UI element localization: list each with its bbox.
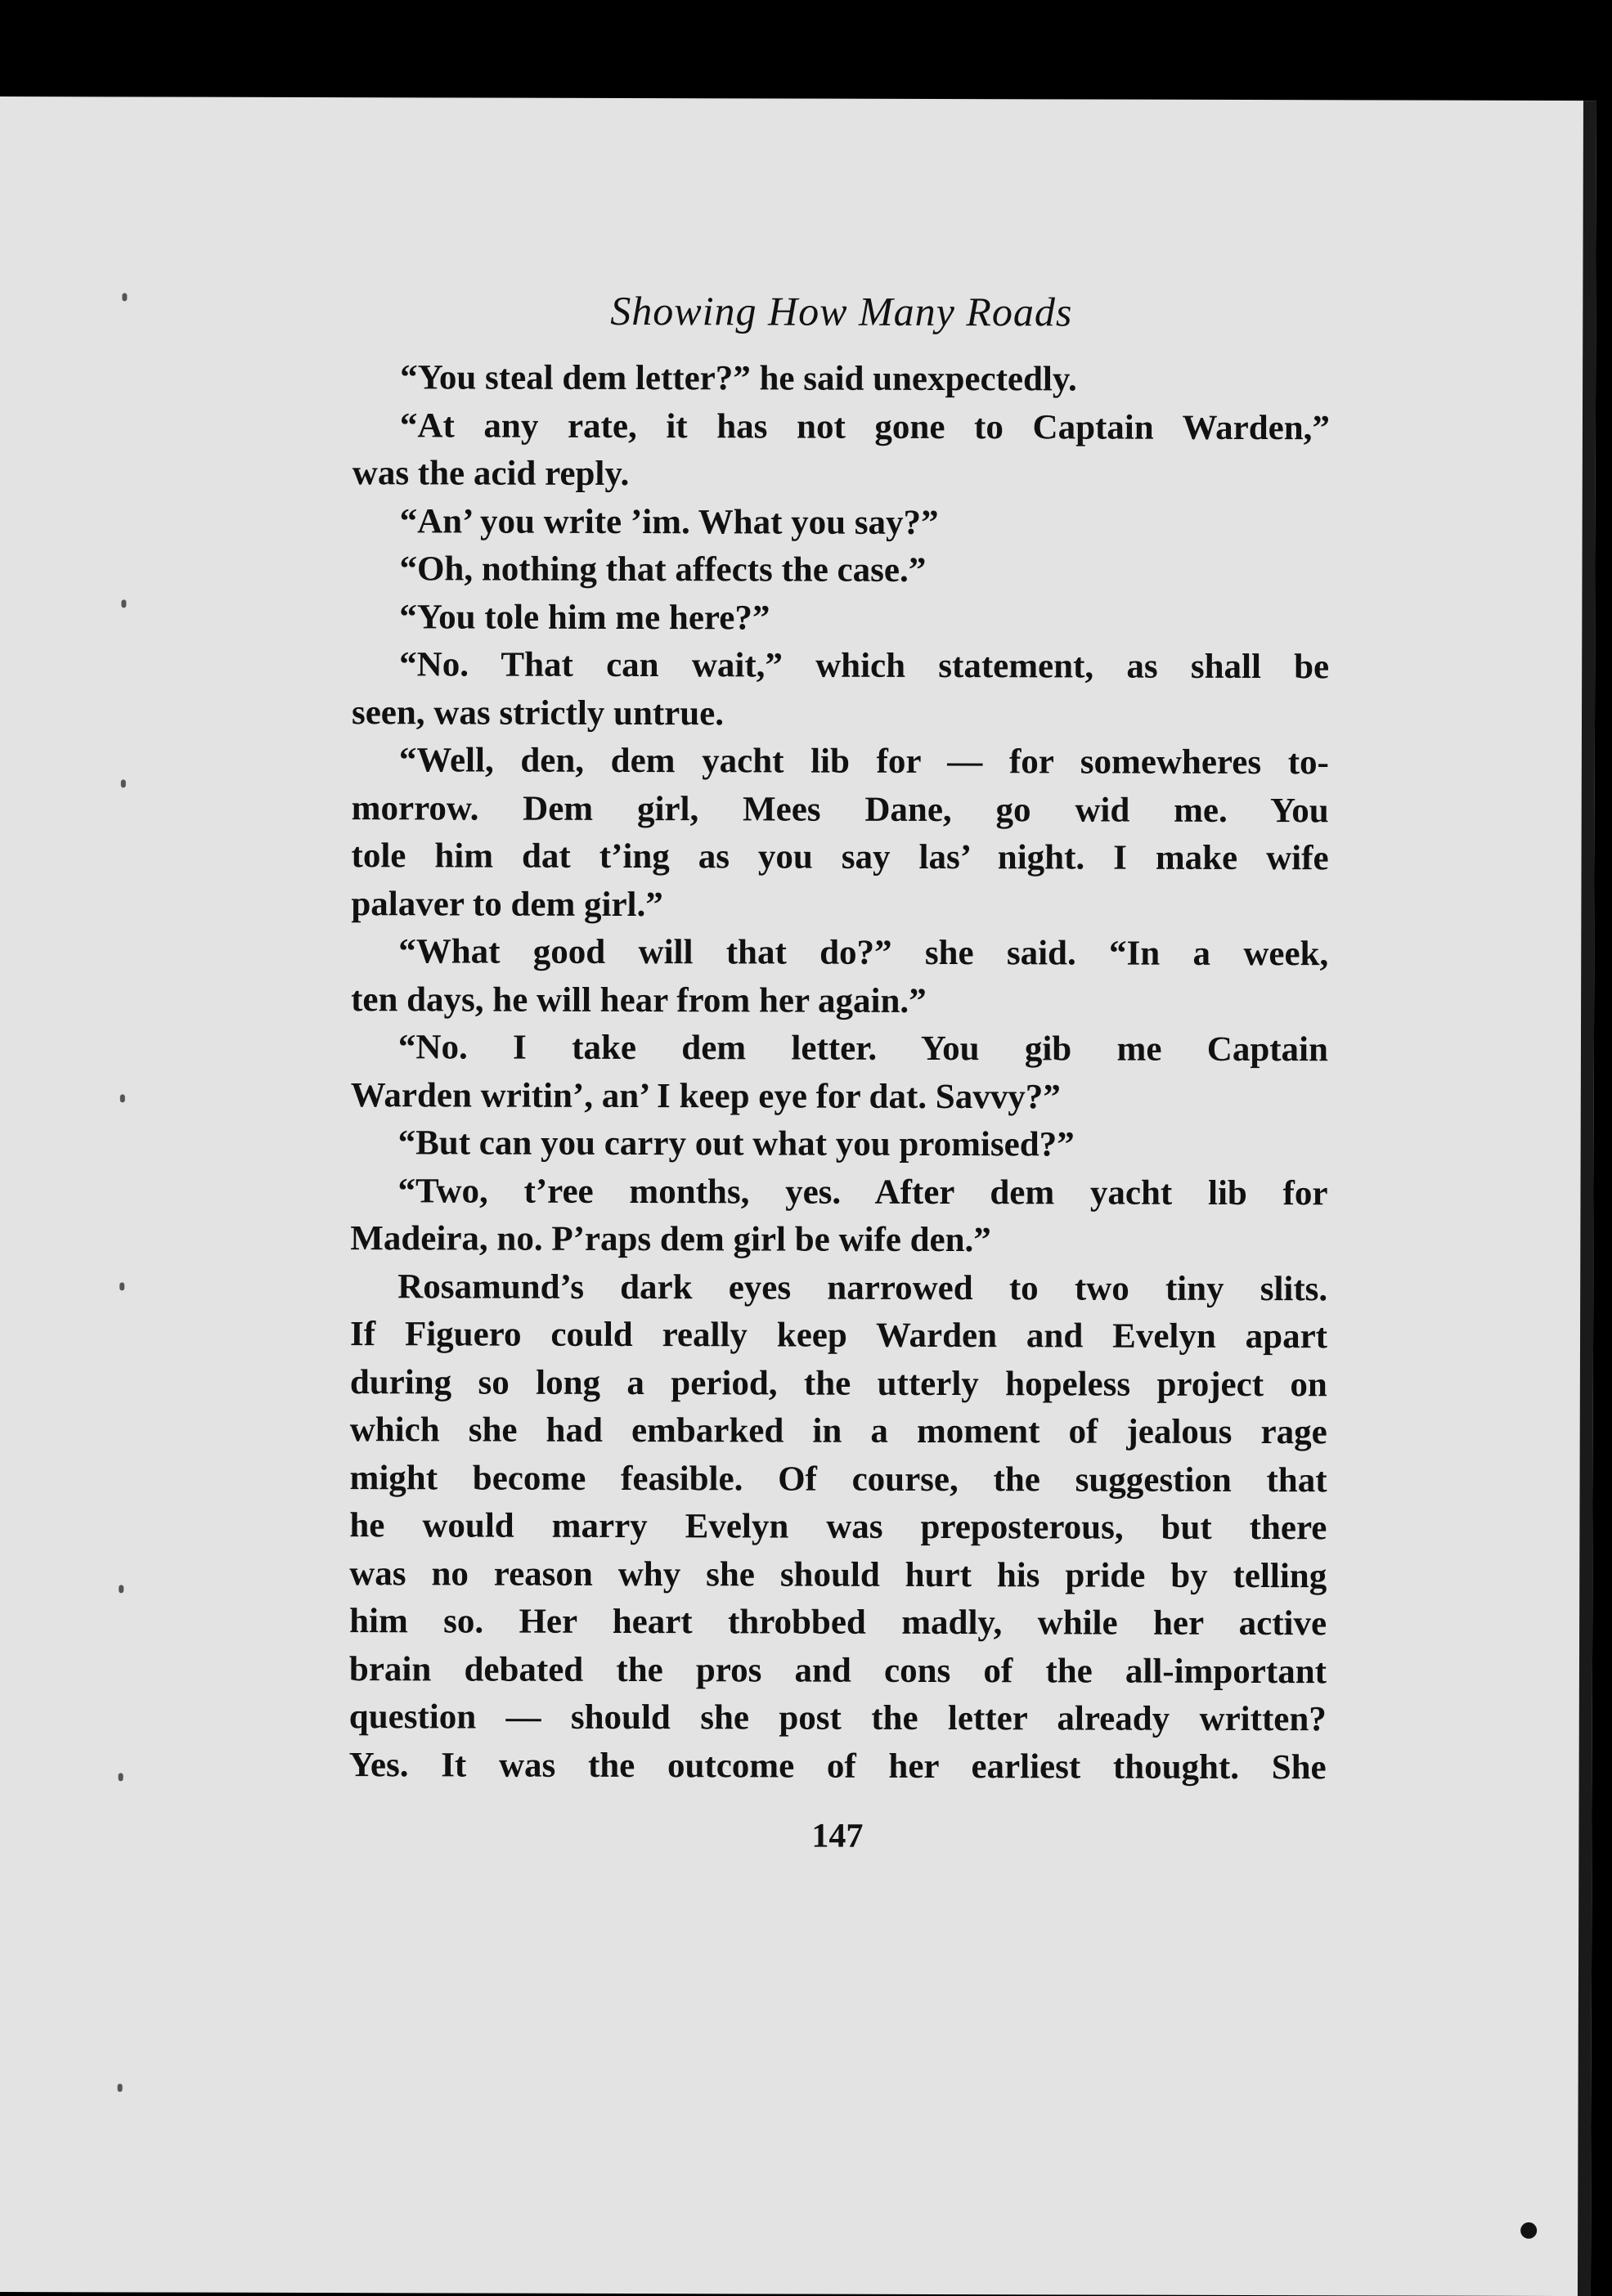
- text-line: “You steal dem letter?” he said unexpectedly.: [400, 358, 1077, 399]
- text-line: Rosamund’s dark eyes narrowed to two tiny slits.: [397, 1267, 1328, 1308]
- text-line: question — should she post the letter already written?: [348, 1697, 1327, 1739]
- text-line: morrow. Dem girl, Mees Dane, go wid me. You: [351, 788, 1329, 830]
- text-line: “At any rate, it has not gone to Captain Warden,”: [399, 406, 1331, 447]
- text-line: “No. I take dem letter. You gib me Captain: [397, 1028, 1329, 1070]
- text-line: “Well, den, dem yacht lib for — for somewheres to-: [398, 741, 1329, 783]
- text-line: ten days, he will hear from her again.”: [351, 980, 927, 1020]
- text-line: “Oh, nothing that affects the case.”: [399, 549, 927, 590]
- text-line: he would marry Evelyn was preposterous, but there: [349, 1506, 1327, 1548]
- text-line: which she had embarked in a moment of jealous rage: [349, 1410, 1327, 1452]
- binding-marks: [117, 96, 155, 2292]
- text-line: might become feasible. Of course, the suggestion that: [349, 1458, 1327, 1500]
- text-line: Madeira, no. P’raps dem girl be wife den.”: [350, 1219, 991, 1260]
- text-line: “An’ you write ’im. What you say?”: [399, 501, 939, 542]
- page-number: 147: [811, 1817, 864, 1855]
- text-line: tole him dat t’ing as you say las’ night. I make wife: [351, 836, 1329, 878]
- book-page: [0, 96, 1596, 2296]
- text-line: Warden writin’, an’ I keep eye for dat. Savvy?”: [350, 1075, 1061, 1116]
- text-line: was no reason why she should hurt his pride by telling: [349, 1554, 1327, 1595]
- text-line: brain debated the pros and cons of the all-important: [348, 1649, 1327, 1691]
- text-line: “Two, t’ree months, yes. After dem yacht lib for: [397, 1171, 1328, 1213]
- text-line: Yes. It was the outcome of her earliest thought. She: [348, 1745, 1327, 1787]
- text-line: him so. Her heart throbbed madly, while her active: [349, 1602, 1327, 1644]
- text-line: “But can you carry out what you promised?”: [397, 1123, 1075, 1164]
- running-head: Showing How Many Roads: [610, 287, 1073, 335]
- text-line: palaver to dem girl.”: [351, 884, 663, 924]
- text-line: “No. That can wait,” which statement, as shall be: [399, 645, 1330, 687]
- text-line: seen, was strictly untrue.: [351, 693, 725, 733]
- text-line: during so long a period, the utterly hopeless project on: [349, 1362, 1327, 1404]
- scan-speck: [1520, 2222, 1537, 2239]
- text-line: If Figuero could really keep Warden and Evelyn apart: [349, 1315, 1328, 1357]
- text-block: [348, 277, 1330, 1857]
- text-line: “You tole him me here?”: [399, 597, 770, 637]
- text-line: “What good will that do?” she said. “In a week,: [398, 932, 1329, 974]
- text-line: was the acid reply.: [352, 454, 630, 494]
- body-text: [349, 354, 1331, 1792]
